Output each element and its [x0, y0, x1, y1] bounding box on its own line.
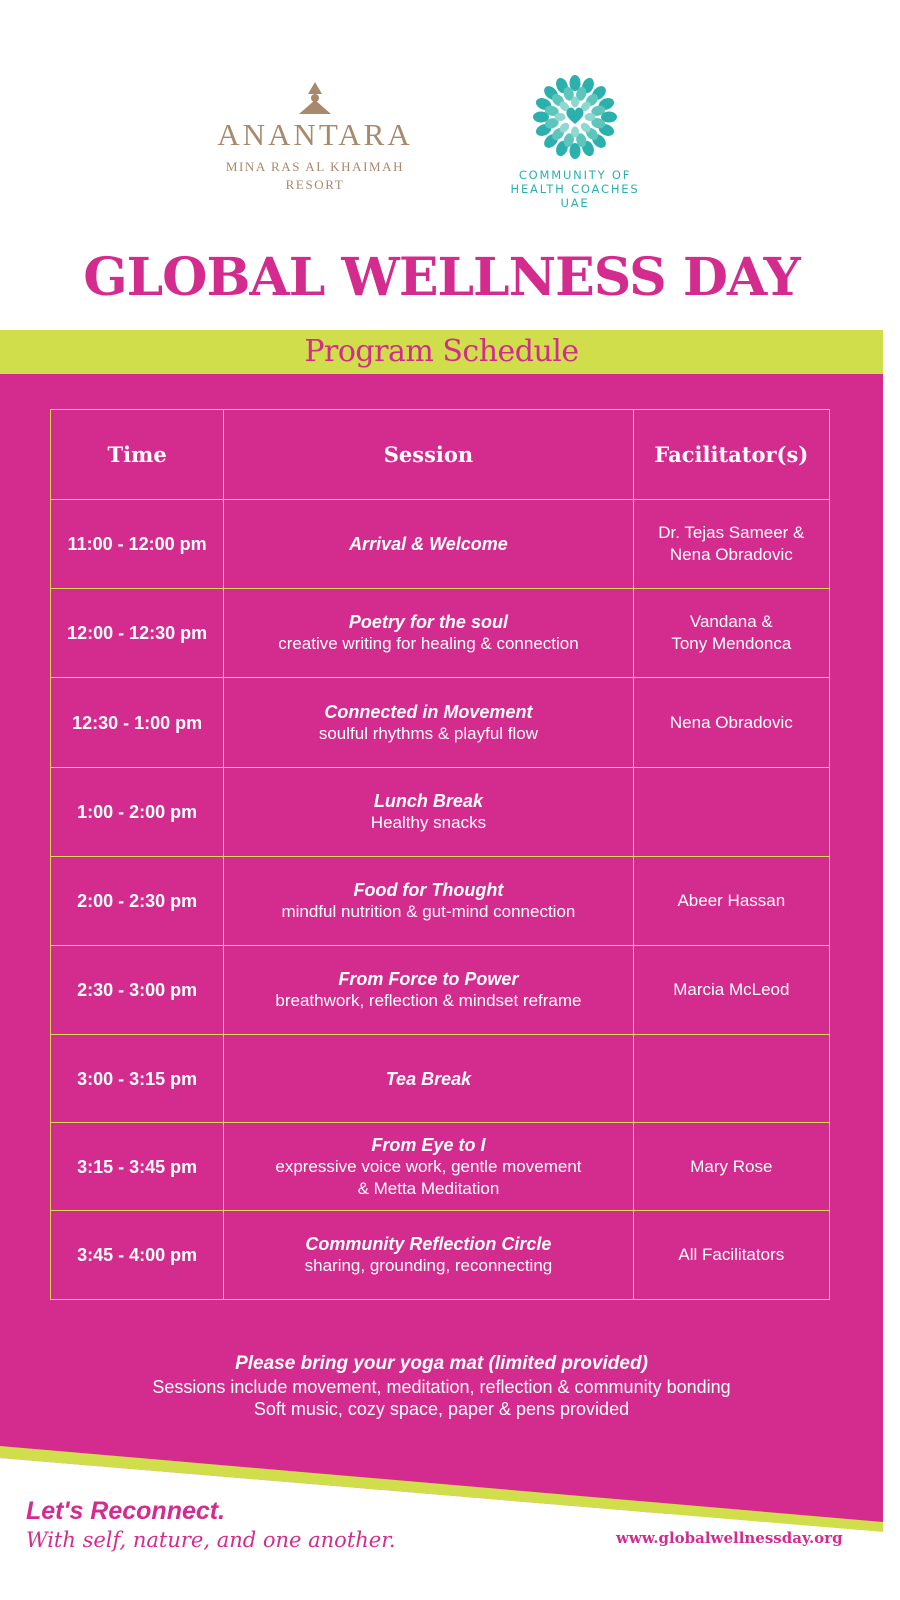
anantara-location: MINA RAS AL KHAIMAH — [225, 159, 405, 174]
petal — [571, 97, 579, 108]
session-title: Food for Thought — [353, 880, 504, 900]
session-cell — [224, 589, 633, 678]
session-title: From Force to Power — [338, 969, 519, 989]
time-cell: 2:30 - 3:00 pm — [51, 946, 224, 1035]
anantara-logo — [210, 80, 420, 210]
session-cell — [224, 768, 633, 857]
header-facilitators: Facilitator(s) — [633, 410, 829, 500]
facilitator-cell — [633, 857, 829, 946]
schedule-table — [50, 409, 830, 1300]
table-row — [51, 678, 830, 768]
session-title: Tea Break — [385, 1068, 472, 1089]
session-description: breathwork, reflection & mindset reframe — [275, 991, 582, 1010]
notes-block — [0, 1352, 883, 1420]
time-cell: 3:00 - 3:15 pm — [51, 1035, 224, 1123]
time-cell: 12:30 - 1:00 pm — [51, 678, 224, 768]
session-title: Arrival & Welcome — [349, 534, 508, 554]
session-description: expressive voice work, gentle movement — [275, 1156, 582, 1176]
table-row — [51, 1211, 830, 1300]
chc-line-2: HEALTH COACHES — [510, 182, 640, 196]
time-cell: 1:00 - 2:00 pm — [51, 768, 224, 857]
session-title: Lunch Break — [373, 791, 483, 811]
table-header-row — [51, 410, 830, 500]
session-description: Healthy snacks — [370, 813, 487, 832]
session-description: mindful nutrition & gut-mind connection — [281, 902, 576, 921]
session-cell — [224, 1035, 633, 1123]
time-cell: 2:00 - 2:30 pm — [51, 857, 224, 946]
website-link[interactable]: www.globalwellnessday.org — [616, 1529, 843, 1547]
facilitator-cell — [633, 1211, 829, 1300]
flower-heart-icon — [530, 72, 620, 162]
chc-line-3: UAE — [560, 196, 590, 210]
table-row — [51, 1035, 830, 1123]
time-cell: 12:00 - 12:30 pm — [51, 589, 224, 678]
session-title: Community Reflection Circle — [305, 1234, 552, 1254]
facilitator-name: Abeer Hassan — [677, 891, 786, 910]
table-row — [51, 857, 830, 946]
petal — [555, 113, 566, 121]
table-row — [51, 768, 830, 857]
facilitator-name: Vandana & — [689, 612, 773, 631]
session-title: Connected in Movement — [324, 701, 533, 722]
petal — [571, 127, 579, 138]
session-cell — [224, 857, 633, 946]
facilitator-cell — [633, 500, 829, 589]
facilitator-name: Nena Obradovic — [669, 545, 793, 564]
session-description: & Metta Meditation — [357, 1178, 500, 1198]
facilitator-cell — [633, 1123, 829, 1211]
petal — [585, 113, 596, 121]
anantara-type: RESORT — [285, 177, 345, 192]
yoga-mat-note: Please bring your yoga mat (limited provided) — [235, 1353, 648, 1374]
table-row — [51, 946, 830, 1035]
time-cell: 3:45 - 4:00 pm — [51, 1211, 224, 1300]
session-cell — [224, 500, 633, 589]
session-description: sharing, grounding, reconnecting — [304, 1256, 553, 1275]
session-cell — [224, 678, 633, 768]
session-cell — [224, 946, 633, 1035]
session-title: Poetry for the soul — [348, 612, 508, 632]
facilitator-name: Mary Rose — [690, 1156, 773, 1176]
page-title: GLOBAL WELLNESS DAY — [83, 247, 800, 308]
session-cell — [224, 1123, 633, 1211]
amenities-note: Soft music, cozy space, paper & pens provided — [253, 1399, 630, 1419]
chc-line-1: COMMUNITY OF — [518, 168, 632, 182]
facilitator-name: Marcia McLeod — [673, 980, 790, 999]
tagline-sub: With self, nature, and one another. — [26, 1528, 396, 1552]
facilitator-name: Nena Obradovic — [669, 712, 793, 732]
table-row — [51, 500, 830, 589]
schedule-heading: Program Schedule — [304, 334, 579, 369]
facilitator-name: Dr. Tejas Sameer & — [658, 523, 805, 542]
facilitator-cell — [633, 678, 829, 768]
session-title: From Eye to I — [371, 1134, 486, 1155]
header-time: Time — [51, 410, 224, 500]
anantara-triangle-emblem-icon — [295, 80, 335, 116]
table-row — [51, 589, 830, 678]
time-cell: 11:00 - 12:00 pm — [51, 500, 224, 589]
session-cell — [224, 1211, 633, 1300]
table-row — [51, 1123, 830, 1211]
header-session: Session — [224, 410, 633, 500]
facilitator-cell — [633, 768, 829, 857]
anantara-name: ANANTARA — [217, 117, 413, 152]
facilitator-cell — [633, 946, 829, 1035]
session-description: soulful rhythms & playful flow — [318, 723, 539, 743]
time-cell: 3:15 - 3:45 pm — [51, 1123, 224, 1211]
facilitator-cell — [633, 1035, 829, 1123]
tagline — [26, 1496, 396, 1554]
facilitator-name: Tony Mendonca — [671, 634, 792, 653]
session-description: creative writing for healing & connection — [278, 634, 579, 653]
facilitator-name: All Facilitators — [678, 1245, 785, 1264]
chc-logo — [495, 72, 655, 212]
schedule-banner — [0, 330, 883, 374]
sessions-note: Sessions include movement, meditation, reflection & community bonding — [152, 1377, 731, 1397]
tagline-main: Let's Reconnect. — [26, 1497, 226, 1525]
facilitator-cell — [633, 589, 829, 678]
